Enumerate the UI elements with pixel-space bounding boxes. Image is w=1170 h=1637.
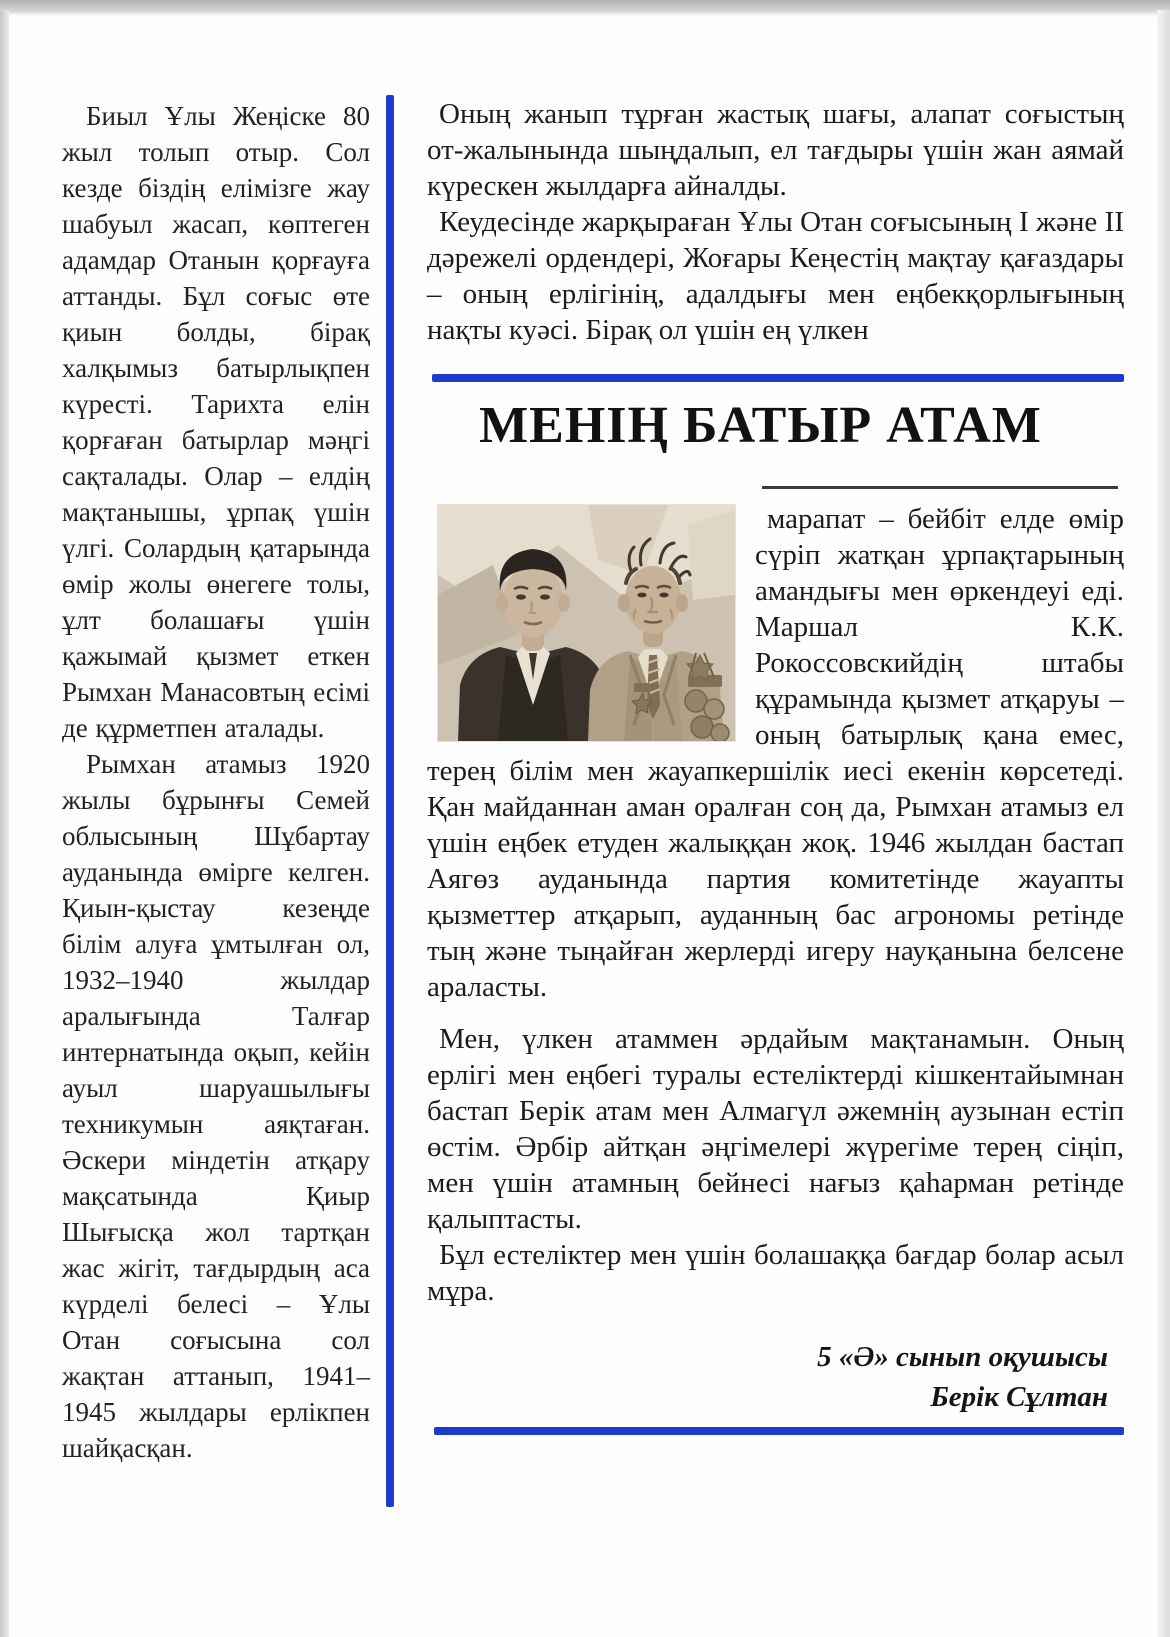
veterans-photo [438,505,735,741]
intro-paragraph-1: Оның жанып тұрған жастық шағы, алапат соғыстың от-жалынында шыңдалып, ел тағдыры үшін жан аямай күрескен жылдарға айналды. [427,98,1124,202]
left-column [62,98,370,1466]
byline-class: 5 «Ә» сынып оқушысы [817,1341,1108,1373]
byline [427,1337,1108,1417]
scan-edge-top [0,0,1170,12]
byline-author: Берік Сұлтан [930,1381,1108,1413]
body-paragraph-3: Бұл естеліктер мен үшін болашаққа бағдар болар асыл мұра. [427,1239,1124,1307]
column-divider-line [386,95,394,1507]
scan-edge-left [0,10,9,1637]
article-title: МЕНІҢ БАТЫР АТАМ [479,397,1042,454]
left-paragraph-2: Рымхан атамыз 1920 жылы бұрынғы Семей облысының Шұбартау ауданында өмірге келген. Қиын-қыстау кезеңде білім алуға ұмтылған ол, 1932–1940 жылдар аралығында Талғар интернатында оқып, кейін ауыл шаруашылығы техникумын аяқтаған. Әскери міндетін атқару мақсатында Қиыр Шығысқа жол тартқан жас жігіт, тағдырдың аса күрделі белесі – Ұлы Отан соғысына сол жақтан аттанып, 1941–1945 жылдары ерлікпен шайқасқан. [62,749,370,1463]
body-paragraph-2: Мен, үлкен атаммен әрдайым мақтанамын. Оның ерлігі мен еңбегі туралы естеліктерді кішкентайымнан бастап Берік атам мен Алмагүл әжемнің аузынан естіп өстім. Әрбір айтқан әңгімелері жүрегіме терең сіңіп, мен үшін атамның бейнесі нағыз қаһарман ретінде қалыптасты. [427,1023,1124,1235]
left-paragraph-1: Биыл Ұлы Жеңіске 80 жыл толып отыр. Сол кезде біздің елімізге жау шабуыл жасап, көптеген адамдар Отанын қорғауға аттанды. Бұл соғыс өте қиын болды, бірақ халқымыз батырлықпен күресті. Тарихта елін қорғаған батырлар мәңгі сақталады. Олар – елдің мақтанышы, ұрпақ үшін үлгі. Солардың қатарында өмір жолы өнегеге толы, ұлт болашағы үшін қажымай қызмет еткен Рымхан Манасовтың есімі де құрметпен аталады. [62,101,370,743]
photo-and-text [427,501,1124,1005]
section-divider-top [432,374,1124,382]
section-divider-bottom [434,1427,1124,1435]
scan-edge-right [1157,10,1170,1637]
intro-paragraph-2: Кеудесінде жарқыраған Ұлы Отан соғысының I және II дәрежелі ордендері, Жоғары Кеңестің мақтау қағаздары – оның ерлігінің, адалдығы мен еңбекқорлығының нақты куәсі. Бірақ ол үшін ең үлкен [427,206,1124,346]
right-column [427,96,1124,1435]
body-paragraph-1: марапат – бейбіт елде өмір сүріп жатқан ұрпақтарының амандығы мен өркендеуі еді. Маршал К.К. Рокоссовскийдің штабы құрамында қызмет атқаруы – оның батырлық қана емес, терең білім мен жауапкершілік иесі екенін көрсетеді. Қан майданнан аман оралған соң да, Рымхан атамыз ел үшін еңбек етуден жалыққан жоқ. 1946 жылдан бастап Аягөз ауданында партия комитетінде жауапты қызметтер атқарып, ауданның бас агрономы ретінде тың және тыңайған жерлерді игеру науқанына белсене араласты. [427,503,1124,1003]
title-underline [762,486,1118,489]
